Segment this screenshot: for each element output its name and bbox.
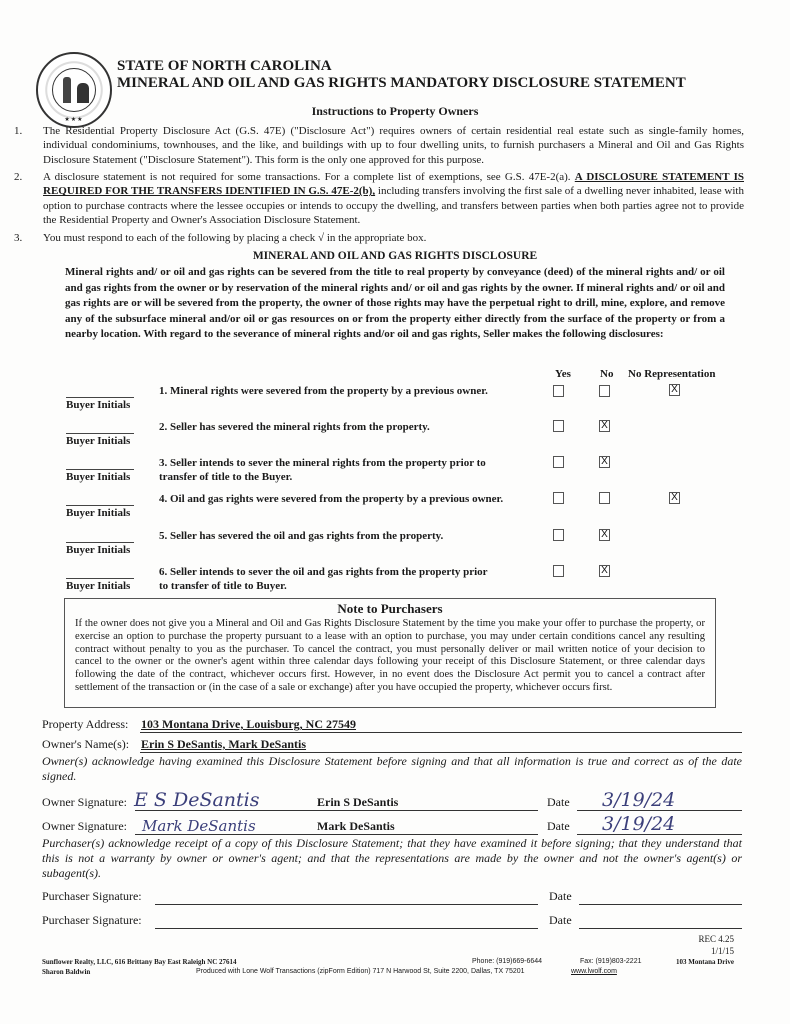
buyer-initials-field[interactable] — [66, 578, 134, 579]
buyer-initials-label: Buyer Initials — [66, 435, 131, 447]
no-checkbox[interactable] — [599, 492, 610, 504]
purchaser-signature-label: Purchaser Signature: — [42, 913, 142, 927]
note-to-purchasers-box — [64, 598, 716, 708]
owner-signature-date: 3/19/24 — [602, 789, 676, 811]
instruction-number: 1. — [14, 125, 23, 137]
no-representation-checkbox[interactable]: X — [669, 384, 680, 396]
property-address-value[interactable]: 103 Montana Drive, Louisburg, NC 27549 — [141, 717, 357, 731]
no-checkbox[interactable]: X — [599, 420, 610, 432]
yes-checkbox[interactable] — [553, 529, 564, 541]
no-checkbox[interactable]: X — [599, 565, 610, 577]
form-date: 1/1/15 — [710, 946, 734, 956]
owner-signature-row-1 — [42, 789, 742, 811]
footer-agent: Sharon Baldwin — [42, 968, 91, 976]
item-line-1: 6. Seller intends to sever the oil and gas rights from the property prior — [159, 566, 488, 578]
yes-checkbox[interactable] — [553, 492, 564, 504]
buyer-initials-field[interactable] — [66, 542, 134, 543]
owners-name-value[interactable]: Erin S DeSantis, Mark DeSantis — [141, 737, 307, 751]
purchaser-signature-row-2 — [42, 913, 742, 929]
disclosure-heading: MINERAL AND OIL AND GAS RIGHTS DISCLOSURE — [252, 250, 538, 262]
item-line-2: to transfer of title to Buyer. — [159, 580, 287, 592]
footer-produced-by: Produced with Lone Wolf Transactions (zipForm Edition) 717 N Harwood St, Suite 2200, Dallas, TX 75201 — [196, 968, 525, 975]
owner-printed-name: Erin S DeSantis — [317, 795, 399, 809]
purchaser-date-line[interactable] — [579, 928, 742, 929]
form-code: REC 4.25 — [698, 934, 734, 944]
seal-stars-icon: ★★★ — [64, 117, 84, 123]
owners-name-label: Owner's Name(s): — [42, 737, 130, 751]
instruction-item-2 — [14, 170, 744, 227]
disclosure-item-text: 2. Seller has severed the mineral rights from the property. — [159, 421, 430, 433]
item-line-2: transfer of title to the Buyer. — [159, 471, 293, 483]
footer-fax: Fax: (919)803-2221 — [580, 958, 642, 965]
date-label: Date — [547, 795, 570, 809]
disclosure-item-text: 5. Seller has severed the oil and gas rights from the property. — [159, 530, 444, 542]
disclosure-paragraph: Mineral rights and/ or oil and gas rights can be severed from the title to real property by conveyance (deed) of the mineral rights and/ or oil and gas rights from the owner or by reservation of the mineral rights and/ or oil and gas rights by the owner. If mineral rights and/ or oil and gas rights are or will be severed from the property, the owner of those rights may have the perpetual right to drill, mine, explore, and remove any of the subsurface mineral and/or oil or gas resources on or from the property either directly from the surface of the property or from a nearby location. With regard to the severance of mineral rights and/or oil and gas rights, Seller makes the following disclosures: — [65, 266, 725, 341]
owner-signature-row-2 — [42, 813, 742, 835]
buyer-initials-label: Buyer Initials — [66, 544, 131, 556]
buyer-initials-field[interactable] — [66, 469, 134, 470]
no-representation-checkbox[interactable]: X — [669, 492, 680, 504]
purchaser-signature-label: Purchaser Signature: — [42, 889, 142, 903]
disclosure-item-text: 4. Oil and gas rights were severed from the property by a previous owner. — [159, 493, 504, 505]
disclosure-item-6 — [0, 565, 790, 601]
instruction-item-1 — [14, 124, 744, 167]
owner-signature-handwritten: Mark DeSantis — [142, 817, 256, 835]
instruction-text: The Residential Property Disclosure Act (G.S. 47E) ("Disclosure Act") requires owners of certain residential real estate such as single-family homes, individual condominiums, townhouses, and the like, and buildings with up to four dwelling units, to furnish purchasers a Mineral and Oil and Gas Rights Disclosure Statement ("Disclosure Statement"). This form is the only one approved for this purpose. — [43, 125, 744, 166]
yes-checkbox[interactable] — [553, 456, 564, 468]
purchaser-signature-line[interactable] — [155, 904, 538, 905]
column-no-representation: No Representation — [628, 368, 716, 380]
instruction-text-after: including transfers involving the first sale of a dwelling never inhabited, lease with option to purchase contracts where the lessee occupies or intends to occupy the dwelling, and transfers between parties when both parties agree not to provide the Residential Property and Owner's Association Disclosure Statement. — [43, 185, 744, 226]
date-label: Date — [549, 889, 572, 903]
disclosure-item-5 — [0, 529, 790, 565]
footer-brokerage: Sunflower Realty, LLC, 616 Brittany Bay East Raleigh NC 27614 — [42, 958, 237, 966]
instruction-text-before: A disclosure statement is not required for some transactions. For a complete list of exemptions, see G.S. 47E-2(a). — [43, 171, 575, 183]
instruction-text: You must respond to each of the following by placing a check √ in the appropriate box. — [43, 232, 427, 244]
buyer-initials-label: Buyer Initials — [66, 580, 131, 592]
purchaser-signature-line[interactable] — [155, 928, 538, 929]
note-title: Note to Purchasers — [337, 601, 443, 616]
no-checkbox[interactable] — [599, 385, 610, 397]
form-title: MINERAL AND OIL AND GAS RIGHTS MANDATORY DISCLOSURE STATEMENT — [117, 75, 686, 91]
instruction-emphasis: A DISCLOSURE STATEMENT IS REQUIRED FOR THE TRANSFERS IDENTIFIED IN G.S. 47E-2(b), — [43, 171, 744, 198]
disclosure-item-1 — [0, 384, 790, 420]
state-title: STATE OF NORTH CAROLINA — [117, 58, 332, 74]
buyer-initials-field[interactable] — [66, 433, 134, 434]
column-yes: Yes — [555, 368, 571, 380]
instruction-number: 3. — [14, 232, 23, 244]
purchaser-date-line[interactable] — [579, 904, 742, 905]
buyer-initials-field[interactable] — [66, 505, 134, 506]
disclosure-item-4 — [0, 492, 790, 528]
disclosure-item-text — [159, 456, 529, 484]
property-address-label: Property Address: — [42, 717, 129, 731]
column-no: No — [600, 368, 614, 380]
date-label: Date — [547, 819, 570, 833]
buyer-initials-label: Buyer Initials — [66, 399, 131, 411]
purchaser-signature-row-1 — [42, 889, 742, 905]
footer-website-link[interactable]: www.lwolf.com — [571, 968, 617, 975]
yes-checkbox[interactable] — [553, 385, 564, 397]
owner-signature-date: 3/19/24 — [602, 813, 676, 835]
owner-signature-handwritten: E S DeSantis — [134, 789, 260, 811]
footer-phone: Phone: (919)669-6644 — [472, 958, 543, 965]
no-checkbox[interactable]: X — [599, 456, 610, 468]
disclosure-item-text: 1. Mineral rights were severed from the property by a previous owner. — [159, 385, 488, 397]
buyer-initials-label: Buyer Initials — [66, 507, 131, 519]
footer-property: 103 Montana Drive — [676, 958, 734, 966]
disclosure-item-text — [159, 565, 529, 593]
purchaser-acknowledgement: Purchaser(s) acknowledge receipt of a copy of this Disclosure Statement; that they have examined it before signing; that they understand that this is not a warranty by owner or owner's agent; and that the representations are made by the owner and not the owner's agent(s) or subagent(s). — [42, 836, 742, 880]
disclosure-item-3 — [0, 456, 790, 492]
item-line-1: 3. Seller intends to sever the mineral rights from the property prior to — [159, 457, 486, 469]
owner-signature-label: Owner Signature: — [42, 795, 127, 809]
disclosure-item-2 — [0, 420, 790, 456]
seal-figure-standing — [63, 77, 71, 103]
owner-signature-label: Owner Signature: — [42, 819, 127, 833]
owner-acknowledgement: Owner(s) acknowledge having examined this Disclosure Statement before signing and that all information is true and correct as of the date signed. — [42, 754, 742, 783]
property-address-row — [42, 717, 742, 733]
date-label: Date — [549, 913, 572, 927]
owners-name-line — [140, 752, 742, 753]
property-address-line — [140, 732, 742, 733]
instruction-text — [43, 170, 744, 227]
buyer-initials-field[interactable] — [66, 397, 134, 398]
owner-printed-name: Mark DeSantis — [317, 819, 395, 833]
no-checkbox[interactable]: X — [599, 529, 610, 541]
owners-name-row — [42, 737, 742, 753]
yes-checkbox[interactable] — [553, 565, 564, 577]
instruction-item-3 — [14, 231, 744, 245]
buyer-initials-label: Buyer Initials — [66, 471, 131, 483]
instructions-heading: Instructions to Property Owners — [311, 104, 479, 118]
seal-figure-seated — [77, 83, 89, 103]
note-text: If the owner does not give you a Mineral and Oil and Gas Rights Disclosure Statement by the time you make your offer to purchase the property, or exercise an option to purchase the property pursuant to a lease with an option to purchase, you may under certain conditions cancel any resulting contract without penalty to you as the purchaser. To cancel the contract, you must personally deliver or mail written notice of your decision to cancel to the owner or the owner's agent within three calendar days following your receipt of this Disclosure Statement, or three calendar days following the date of the contract, whichever occurs first. However, in no event does the Disclosure Act permit you to cancel a contract after settlement of the transaction or (in the case of a sale or exchange) after you have occupied the property, whichever occurs first. — [75, 618, 705, 693]
instruction-number: 2. — [14, 171, 23, 183]
yes-checkbox[interactable] — [553, 420, 564, 432]
